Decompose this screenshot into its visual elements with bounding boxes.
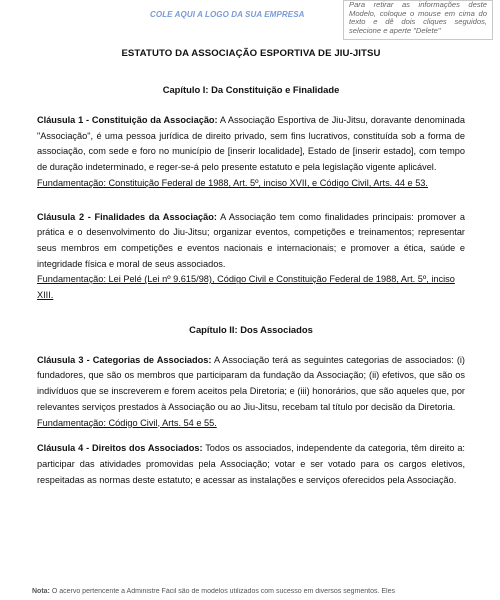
footer-note xyxy=(32,588,492,595)
clause-basis: Fundamentação: Código Civil, Arts. 54 e 55. xyxy=(37,417,217,428)
clause-1 xyxy=(37,113,465,176)
chapter-heading: Capítulo II: Dos Associados xyxy=(189,323,313,335)
footer-note-text: O acervo pertencente a Administre Fácil são de modelos utilizados com sucesso em diversos segmentos. Eles xyxy=(49,588,395,595)
document-title: ESTATUTO DA ASSOCIAÇÃO ESPORTIVA DE JIU-JITSU xyxy=(121,48,381,59)
clause-body: A Associação tem como finalidades principais: promover a prática e o desenvolvimento do Jiu-Jitsu; organizar eventos, competições e treinamentos; representar seus membros em competições e eventos nacionais e internacionais; e promover a ética, saúde e integridade física e moral de seus associados. xyxy=(37,211,466,269)
clause-label: Cláusula 3 - Categorias de Associados: xyxy=(37,354,212,365)
clause-label: Cláusula 2 - Finalidades da Associação: xyxy=(37,211,217,222)
logo-placeholder: COLE AQUI A LOGO DA SUA EMPRESA xyxy=(150,10,305,19)
chapter-heading: Capítulo I: Da Constituição e Finalidade xyxy=(162,84,340,95)
instruction-note-box: Para retirar as informações deste Modelo, coloque o mouse em cima do texto e dê dois cliques seguidos, selecione e aperte "Delete" xyxy=(343,0,493,40)
clause-basis: Fundamentação: Lei Pelé (Lei nº 9.615/98), Código Civil e Constituição Federal de 1988, Art. 5º, inciso XIII. xyxy=(37,274,455,301)
footer-note-label: Nota: xyxy=(32,588,50,595)
clause-basis: Fundamentação: Constituição Federal de 1988, Art. 5º, inciso XVII, e Código Civil, Arts. 44 e 53. xyxy=(37,177,428,188)
clause-4 xyxy=(37,441,465,488)
clause-2 xyxy=(37,210,465,273)
clause-label: Cláusula 4 - Direitos dos Associados: xyxy=(37,443,203,454)
document-page xyxy=(37,48,465,488)
clause-3 xyxy=(37,353,465,416)
clause-body: A Associação Esportiva de Jiu-Jitsu, doravante denominada "Associação", é uma pessoa jurídica de direito privado, sem fins lucrativos, constituída sob a forma de associação, com sede e foro no município de [inserir localidade], Estado de [inserir estado], com tempo de duração indeterminado, e reger-se-á pelo presente estatuto e pela legislação vigente aplicável. xyxy=(37,115,465,173)
clause-body: A Associação terá as seguintes categorias de associados: (i) fundadores, que são os membros que participaram da fundação da Associação; (ii) efetivos, que são os indivíduos que se inscreverem e forem aceitos pela Diretoria; e (iii) honorários, que são aqueles que, por relevantes serviços prestados à Associação ou ao Jiu-Jitsu, recebam tal título por decisão da Diretoria. xyxy=(37,354,465,412)
clause-label: Cláusula 1 - Constituição da Associação: xyxy=(37,115,218,125)
clause-body: Todos os associados, independente da categoria, têm direito a: participar das atividades promovidas pela Associação; votar e ser votado para os cargos eletivos, respeitadas as normas deste estatuto; e acessar as instalações e serviços oferecidos pela Associação. xyxy=(37,443,465,485)
